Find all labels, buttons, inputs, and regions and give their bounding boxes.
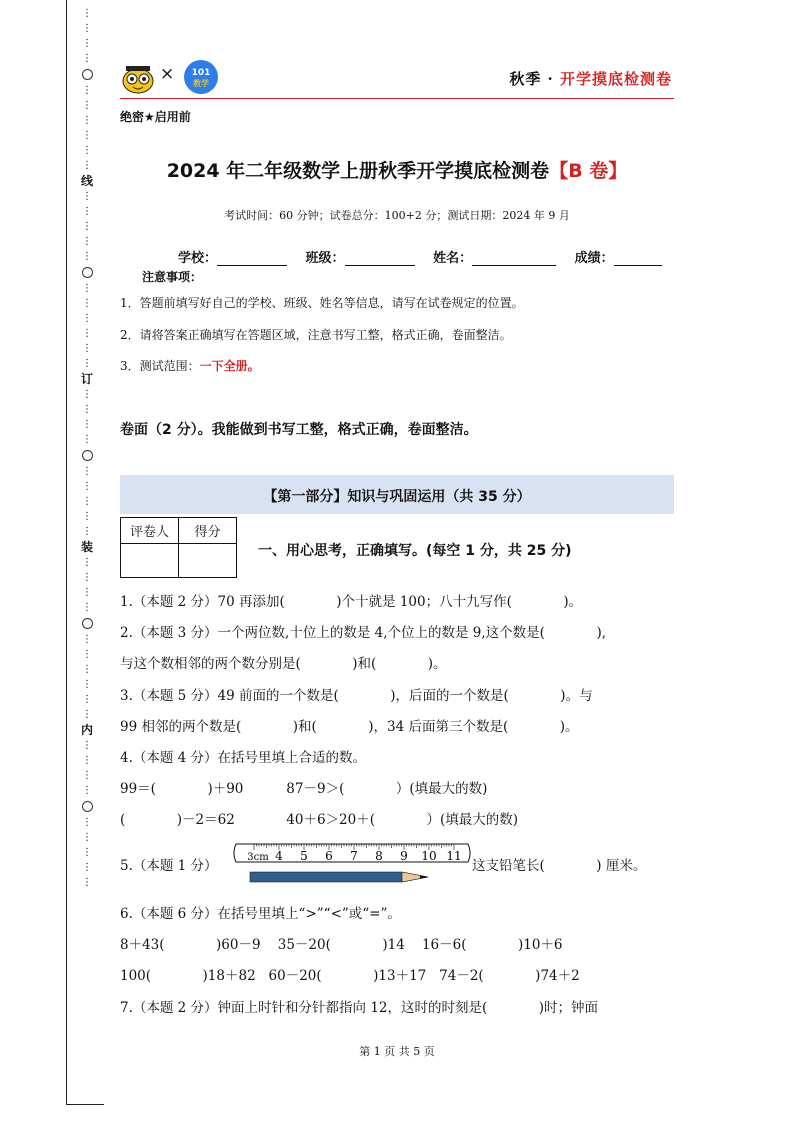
title-main: 2024 年二年级数学上册秋季开学摸底检测卷 bbox=[166, 160, 550, 182]
question-line: 99 相邻的两个数是( )和( )，34 后面第三个数是( )。 bbox=[120, 719, 579, 735]
logo-badge-sub: 教学 bbox=[193, 79, 209, 88]
ruler-label: 10 bbox=[421, 849, 437, 863]
note-item bbox=[120, 357, 260, 374]
binding-char: 内 bbox=[80, 723, 93, 737]
pencil-icon bbox=[250, 872, 428, 882]
owl-logo-icon bbox=[120, 64, 156, 94]
question-line: 3.（本题 5 分）49 前面的一个数是( )，后面的一个数是( )。与 bbox=[120, 688, 593, 704]
question-line: 100( )18＋82 60－20( )13＋17 74－2( )74＋2 bbox=[120, 968, 580, 984]
question-line: 2.（本题 3 分）一个两位数,十位上的数是 4,个位上的数是 9,这个数是( ), bbox=[120, 625, 607, 641]
confidential-mark: 绝密★启用前 bbox=[120, 110, 191, 124]
student-info-fields bbox=[178, 247, 662, 266]
note-scope-value: 一下全册。 bbox=[199, 359, 260, 373]
name-label: 姓名： bbox=[433, 251, 473, 266]
header-rule bbox=[120, 98, 674, 99]
brand-101-logo-icon bbox=[182, 58, 220, 96]
ruler-label: 6 bbox=[325, 849, 333, 863]
header-season: 秋季 · bbox=[509, 70, 560, 88]
question-line: 这支铅笔长( ) 厘米。 bbox=[472, 858, 647, 874]
section-heading: 一、用心思考，正确填写。(每空 1 分，共 25 分) bbox=[258, 543, 572, 559]
grader-table bbox=[120, 517, 237, 578]
ruler-pencil-figure bbox=[232, 840, 472, 886]
page-footer: 第 1 页 共 5 页 bbox=[359, 1045, 435, 1058]
binding-hole-icon bbox=[82, 801, 93, 812]
title-version: 【B 卷】 bbox=[549, 160, 628, 182]
question-line: ( )－2＝62 40＋6＞20＋( ）(填最大的数) bbox=[120, 812, 519, 828]
note-item: 1．答题前填写好自己的学校、班级、姓名等信息，请写在试卷规定的位置。 bbox=[120, 296, 524, 310]
binding-char: 装 bbox=[80, 540, 93, 554]
part-title: 【第一部分】知识与巩固运用（共 35 分） bbox=[263, 489, 531, 505]
ruler-labels bbox=[247, 849, 461, 863]
binding-hole-icon bbox=[82, 69, 93, 80]
binding-hole-icon bbox=[82, 267, 93, 278]
ruler-label: 11 bbox=[446, 849, 462, 863]
ruler-label: 7 bbox=[350, 849, 358, 863]
page-title bbox=[0, 156, 794, 183]
question-line: 与这个数相邻的两个数分别是( )和( )。 bbox=[120, 656, 447, 672]
name-field[interactable] bbox=[472, 252, 556, 266]
ruler-label: 9 bbox=[400, 849, 408, 863]
class-field[interactable] bbox=[345, 252, 415, 266]
score-header: 得分 bbox=[179, 518, 237, 544]
notes-heading: 注意事项： bbox=[142, 270, 203, 284]
score-cell[interactable] bbox=[179, 544, 237, 578]
grader-header: 评卷人 bbox=[121, 518, 179, 544]
question-line: 8＋43( )60－9 35－20( )14 16－6( )10＋6 bbox=[120, 937, 563, 953]
binding-margin: ⋮ ⋮ ⋮ ⋮ ⋮ ⋮ ⋮ ⋮ ⋮ ⋮ 线 ⋮ ⋮ ⋮ ⋮ ⋮ ⋮ ⋮ ⋮ ⋮ ⋮ ⋮ 订 ⋮ ⋮ ⋮ ⋮ ⋮ ⋮ ⋮ ⋮ ⋮ 装 ⋮ ⋮ ⋮ ⋮ ⋮ ⋮ ⋮ ⋮ ⋮ ⋮ 内 ⋮ ⋮ ⋮ ⋮ ⋮ ⋮ ⋮ ⋮ ⋮ bbox=[80, 8, 93, 888]
school-field[interactable] bbox=[217, 252, 287, 266]
class-label: 班级： bbox=[305, 251, 345, 266]
question-line: 5.（本题 1 分） bbox=[120, 858, 218, 874]
logo-separator: × bbox=[160, 64, 175, 84]
score-label: 成绩： bbox=[574, 251, 614, 266]
binding-hole-icon bbox=[82, 618, 93, 629]
header-exam-type: 开学摸底检测卷 bbox=[559, 70, 672, 88]
question-line: 7.（本题 2 分）钟面上时针和分针都指向 12，这时的时刻是( )时；钟面 bbox=[120, 1000, 599, 1016]
score-field[interactable] bbox=[614, 252, 662, 266]
neatness-statement: 卷面（2 分）。我能做到书写工整，格式正确，卷面整洁。 bbox=[120, 422, 478, 438]
binding-char: 订 bbox=[80, 372, 93, 386]
logo-badge-text: 101 bbox=[191, 68, 211, 78]
ruler-label: 5 bbox=[300, 849, 308, 863]
question-line: 4.（本题 4 分）在括号里填上合适的数。 bbox=[120, 750, 367, 766]
grader-cell[interactable] bbox=[121, 544, 179, 578]
exam-info: 考试时间：60 分钟；试卷总分：100+2 分；测试日期：2024 年 9 月 bbox=[224, 209, 570, 222]
ruler-label: 4 bbox=[275, 849, 283, 863]
note-item: 2．请将答案正确填写在答题区域，注意书写工整，格式正确，卷面整洁。 bbox=[120, 328, 512, 342]
ruler-label: 3cm bbox=[247, 852, 269, 863]
question-line: 6.（本题 6 分）在括号里填上“>”“<”或“=”。 bbox=[120, 906, 401, 922]
binding-hole-icon bbox=[82, 450, 93, 461]
question-line: 99＝( )＋90 87－9＞( ）(填最大的数) bbox=[120, 781, 488, 797]
ruler-label: 8 bbox=[375, 849, 383, 863]
binding-line-end bbox=[66, 1104, 104, 1105]
binding-char: 线 bbox=[80, 174, 93, 188]
note-scope-label: 3．测试范围： bbox=[120, 359, 200, 373]
header-series-title bbox=[509, 68, 672, 89]
school-label: 学校： bbox=[178, 251, 218, 266]
question-line: 1.（本题 2 分）70 再添加( )个十就是 100；八十九写作( )。 bbox=[120, 594, 583, 610]
